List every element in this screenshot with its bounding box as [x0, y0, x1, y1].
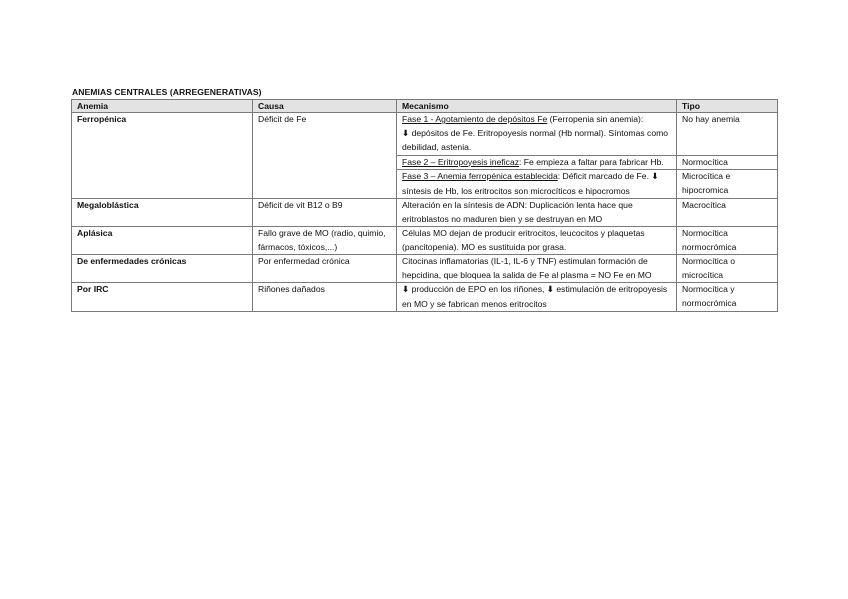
- causa-ferropenica: Déficit de Fe: [253, 113, 397, 199]
- anemia-name-irc: Por IRC: [72, 283, 253, 312]
- down-arrow-icon: ⬇: [546, 285, 554, 295]
- tipo-fase-1: No hay anemia: [677, 113, 778, 156]
- fase-2-text-a: : Fe empieza a faltar para fabricar Hb.: [519, 156, 664, 167]
- table-header-row: [72, 100, 778, 113]
- anemia-name-ferropenica: Ferropénica: [72, 113, 253, 199]
- tipo-fase-3: Microcítica e hipocromica: [677, 170, 778, 199]
- down-arrow-icon: ⬇: [402, 285, 410, 295]
- mecanismo-irc: [397, 283, 677, 312]
- fase-3-text-a: : Déficit marcado de Fe.: [557, 171, 652, 181]
- fase-2-title: Fase 2 – Eritropoyesis ineficaz: [402, 156, 520, 167]
- header-mecanismo: Mecanismo: [397, 100, 677, 113]
- fase-1-text-b: depósitos de Fe. Eritropoyesis normal (Hb normal). Síntomas como debilidad, astenia.: [402, 127, 669, 152]
- fase-1-text-a: (Ferropenia sin anemia):: [547, 114, 644, 124]
- table-row-irc: [72, 283, 778, 312]
- irc-mecanismo-a: producción de EPO en los riñones,: [409, 284, 547, 294]
- header-causa: Causa: [253, 100, 397, 113]
- irc-mecanismo-b: estimulación de eritropoyesis en MO y se fabrican menos eritrocitos: [402, 284, 668, 309]
- table-row-ferropenica-fase-1: [72, 113, 778, 156]
- mecanismo-cell: Citocinas inflamatorias (IL-1, IL-6 y TNF) estimulan formación de hepcidina, que bloquea la salida de Fe al plasma = NO Fe en MO: [397, 255, 677, 283]
- tipo-irc: Normocítica y normocrómica: [677, 283, 778, 312]
- tipo-cell: Macrocítica: [677, 199, 778, 227]
- causa-irc: Riñones dañados: [253, 283, 397, 312]
- table-row: [72, 199, 778, 227]
- causa-cell: Por enfermedad crónica: [253, 255, 397, 283]
- causa-cell: Déficit de vit B12 o B9: [253, 199, 397, 227]
- table-row: [72, 227, 778, 255]
- mecanismo-fase-3: [397, 170, 677, 199]
- down-arrow-icon: ⬇: [651, 172, 659, 182]
- anemia-name: Megaloblástica: [72, 199, 253, 227]
- mecanismo-fase-2: [397, 155, 677, 170]
- header-tipo: Tipo: [677, 100, 778, 113]
- table-row: [72, 255, 778, 283]
- tipo-cell: Normocítica normocrómica: [677, 227, 778, 255]
- anemia-name: Aplásica: [72, 227, 253, 255]
- header-anemia: Anemia: [72, 100, 253, 113]
- down-arrow-icon: ⬇: [402, 128, 410, 139]
- fase-3-title: Fase 3 – Anemia ferropénica establecida: [402, 171, 558, 181]
- anemia-name: De enfermedades crónicas: [72, 255, 253, 283]
- anemias-table: [71, 99, 778, 312]
- fase-1-title: Fase 1 - Agotamiento de depósitos Fe: [402, 114, 548, 124]
- causa-cell: Fallo grave de MO (radio, quimio, fármacos, tóxicos,...): [253, 227, 397, 255]
- tipo-fase-2: Normocítica: [677, 155, 778, 170]
- fase-3-text-b: síntesis de Hb, los eritrocitos son microcíticos e hipocromos: [402, 185, 630, 196]
- mecanismo-fase-1: [397, 113, 677, 156]
- tipo-cell: Normocítica o microcítica: [677, 255, 778, 283]
- mecanismo-cell: Células MO dejan de producir eritrocitos, leucocitos y plaquetas (pancitopenia). MO es sustituida por grasa.: [397, 227, 677, 255]
- document-title: ANEMIAS CENTRALES (ARREGENERATIVAS): [72, 87, 262, 97]
- mecanismo-cell: Alteración en la síntesis de ADN: Duplicación lenta hace que eritroblastos no maduren bien y se destruyan en MO: [397, 199, 677, 227]
